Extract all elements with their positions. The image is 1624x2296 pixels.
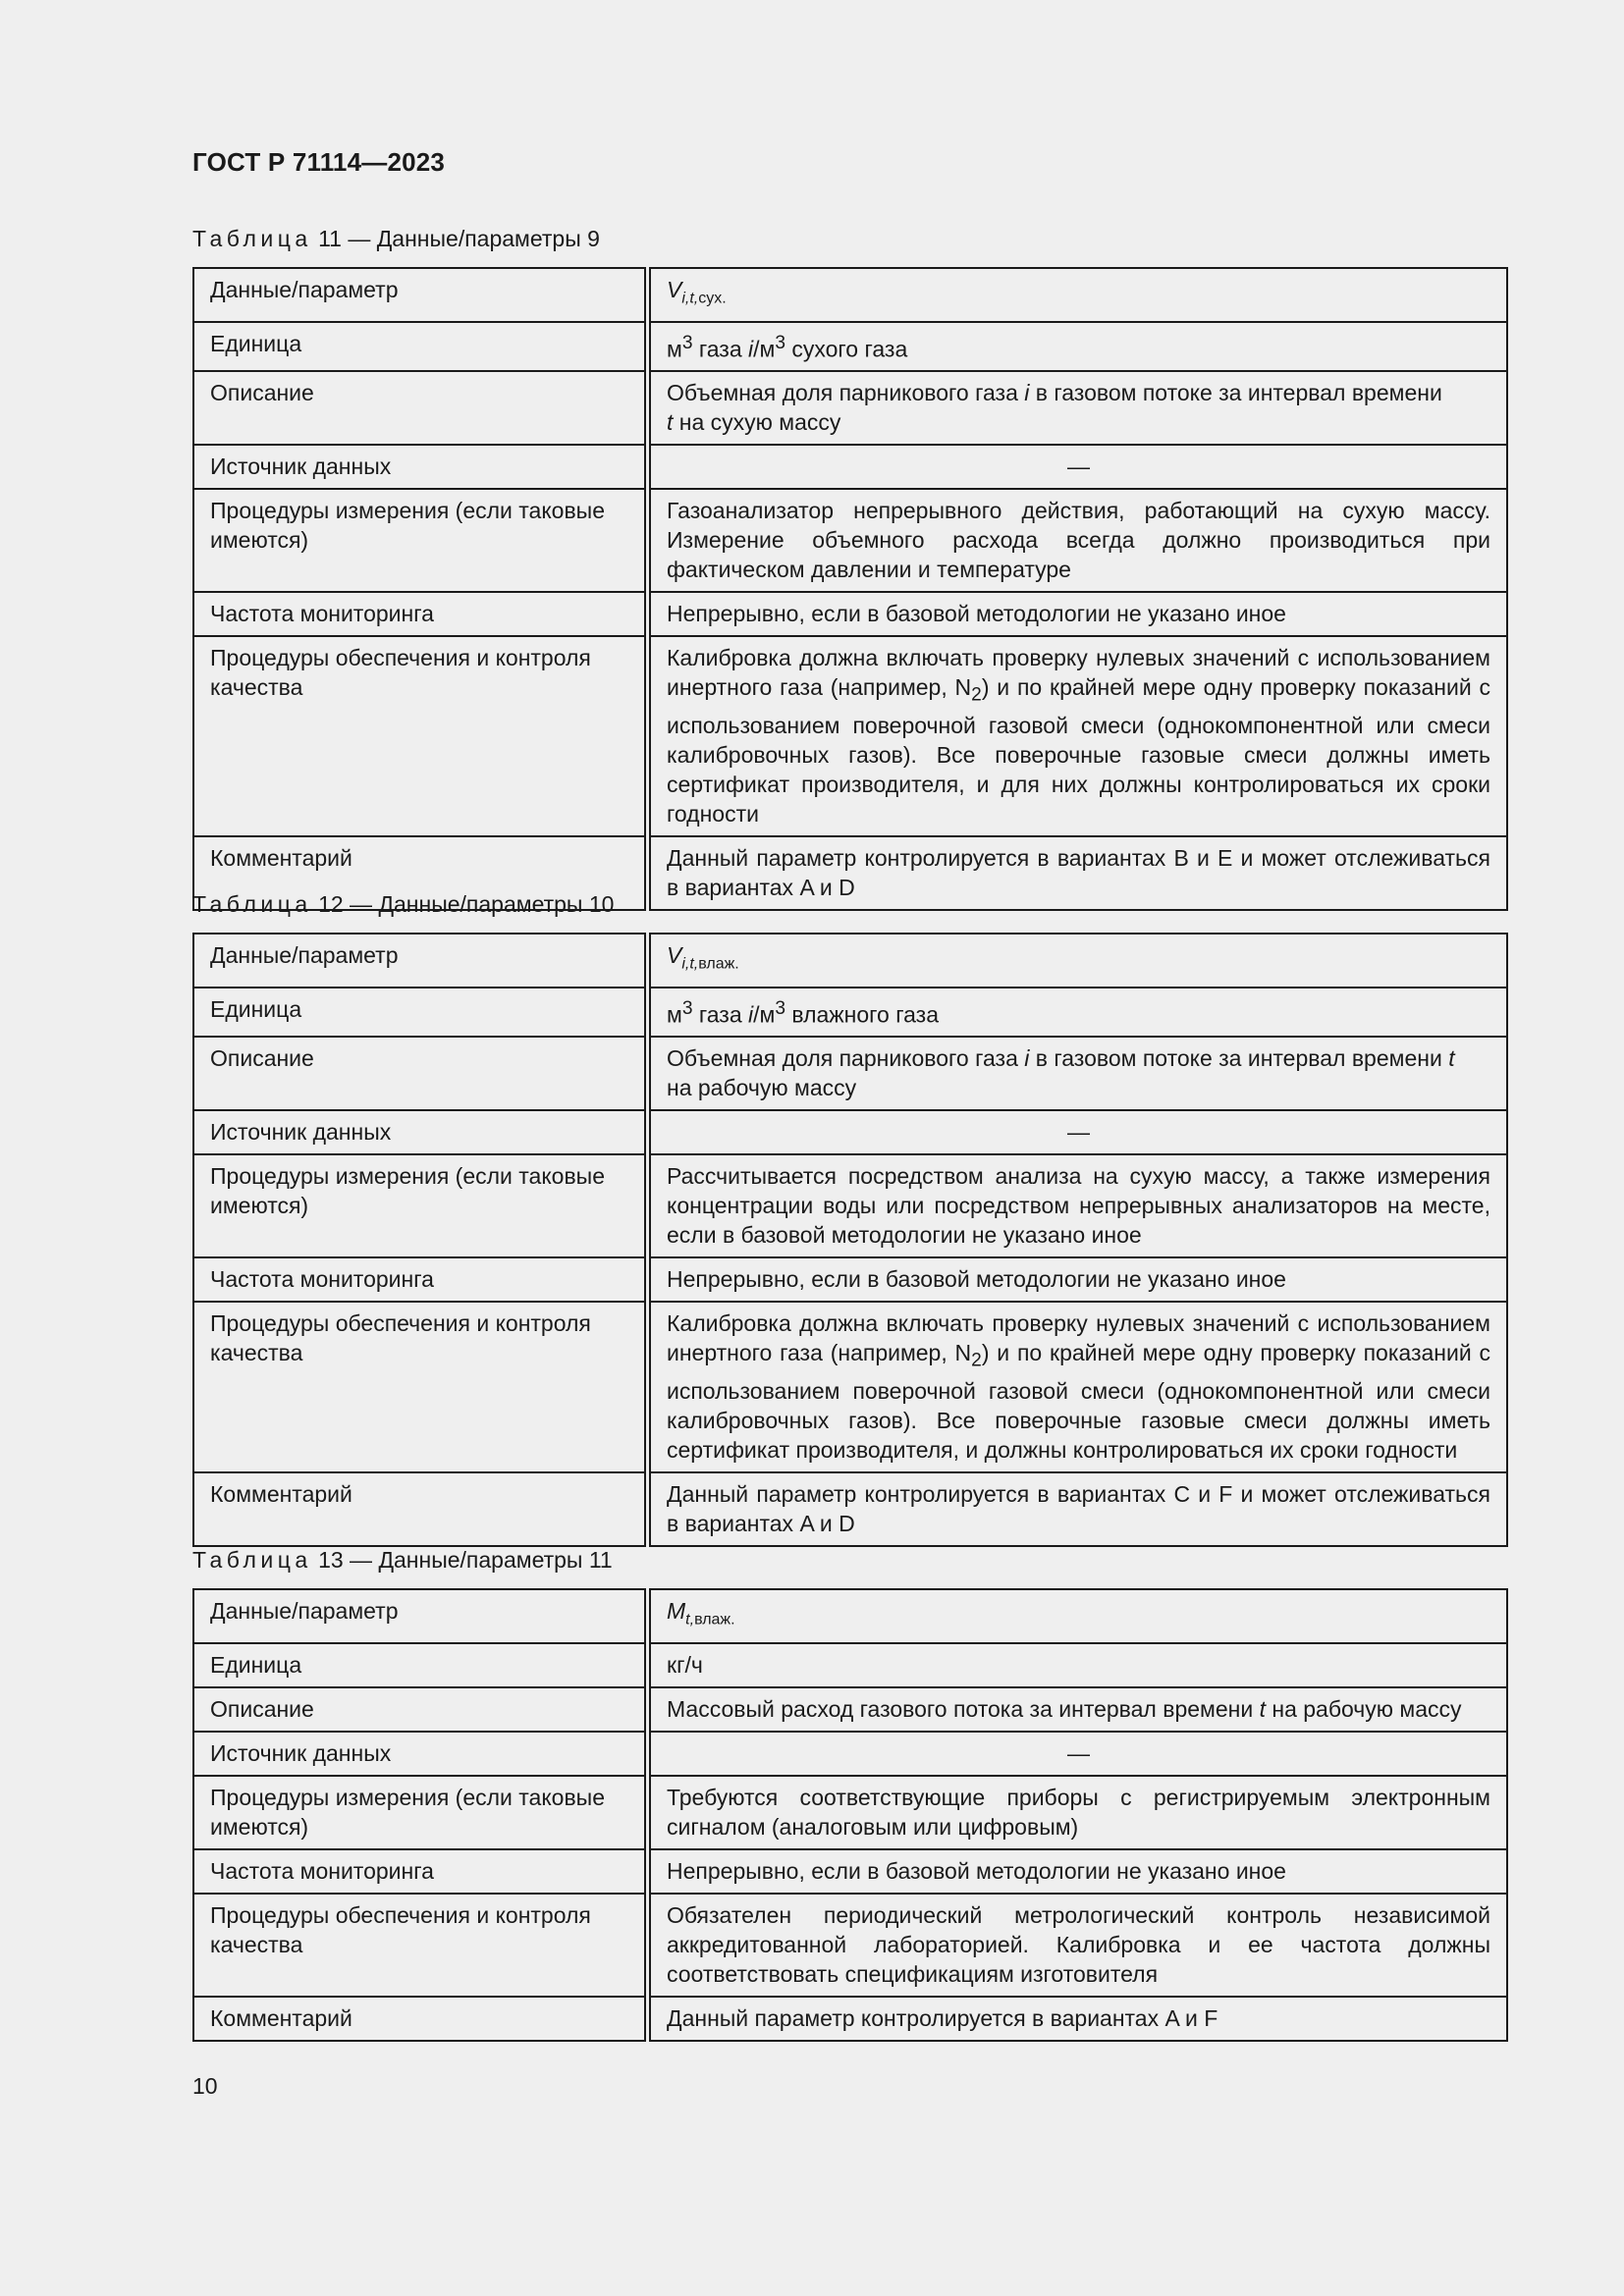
row-value: Объемная доля парникового газа i в газовом потоке за интервал времени t на рабочую массу — [648, 1037, 1508, 1110]
row-value: Непрерывно, если в базовой методологии не указано иное — [648, 592, 1508, 636]
row-value: Непрерывно, если в базовой методологии не указано иное — [648, 1849, 1508, 1894]
row-label: Процедуры обеспечения и контроля качества — [193, 1894, 648, 1997]
row-value: $м^3$ газа $i/м^3$ сухого газа — [648, 322, 1508, 372]
table-row — [193, 1732, 1507, 1776]
table-row — [193, 489, 1507, 592]
row-label: Комментарий — [193, 836, 648, 910]
table-row — [193, 268, 1507, 322]
row-value — [648, 1589, 1508, 1643]
table-row — [193, 1894, 1507, 1997]
row-label: Процедуры обеспечения и контроля качества — [193, 636, 648, 836]
row-label: Процедуры измерения (если таковые имеются) — [193, 489, 648, 592]
table-row — [193, 1589, 1507, 1643]
table-row — [193, 1776, 1507, 1849]
row-label: Процедуры измерения (если таковые имеются) — [193, 1154, 648, 1257]
table-13-caption — [192, 1547, 613, 1574]
row-label: Источник данных — [193, 445, 648, 489]
row-value: Массовый расход газового потока за интервал времени t на рабочую массу — [648, 1687, 1508, 1732]
table-row — [193, 934, 1507, 988]
row-value: — — [648, 1110, 1508, 1154]
table-12 — [192, 933, 1508, 1547]
row-label: Комментарий — [193, 1472, 648, 1546]
row-label: Частота мониторинга — [193, 592, 648, 636]
row-value: Калибровка должна включать проверку нулевых значений с использованием инертного газа (например, $N_2$) и по крайней мере одну проверку показаний с использованием поверочной газовой смеси (однокомпонентной или смеси калибровочных газов). Все поверочные газовые смеси должны иметь сертификат производителя, и должны контролироваться их сроки годности — [648, 1302, 1508, 1472]
table-row — [193, 1257, 1507, 1302]
row-value: Требуются соответствующие приборы с регистрируемым электронным сигналом (аналоговым или цифровым) — [648, 1776, 1508, 1849]
row-value: кг/ч — [648, 1643, 1508, 1687]
table-row — [193, 1110, 1507, 1154]
row-value: Рассчитывается посредством анализа на сухую массу, а также измерения концентрации воды или посредством непрерывных анализаторов на месте, если в базовой методологии не указано иное — [648, 1154, 1508, 1257]
row-label: Единица — [193, 1643, 648, 1687]
row-value: Газоанализатор непрерывного действия, работающий на сухую массу. Измерение объемного расхода всегда должно производиться при фактическом давлении и температуре — [648, 489, 1508, 592]
table-row — [193, 445, 1507, 489]
row-label: Данные/параметр — [193, 934, 648, 988]
row-label: Процедуры обеспечения и контроля качества — [193, 1302, 648, 1472]
table-11-caption — [192, 226, 600, 252]
row-value: Данный параметр контролируется в вариантах B и E и может отслеживаться в вариантах A и D — [648, 836, 1508, 910]
table-row — [193, 1154, 1507, 1257]
row-label: Единица — [193, 322, 648, 372]
row-value — [648, 934, 1508, 988]
table-13 — [192, 1588, 1508, 2042]
row-label: Данные/параметр — [193, 1589, 648, 1643]
table-row — [193, 1687, 1507, 1732]
caption-word: Таблица — [192, 1547, 312, 1573]
caption-text: 12 — Данные/параметры 10 — [318, 891, 615, 917]
row-label: Источник данных — [193, 1110, 648, 1154]
row-label: Комментарий — [193, 1997, 648, 2041]
table-row — [193, 322, 1507, 372]
caption-text: 11 — Данные/параметры 9 — [318, 226, 600, 251]
row-value — [648, 268, 1508, 322]
row-value: $м^3$ газа $i/м^3$ влажного газа — [648, 988, 1508, 1038]
table-row — [193, 988, 1507, 1038]
row-value: — — [648, 445, 1508, 489]
table-row — [193, 592, 1507, 636]
row-value: — — [648, 1732, 1508, 1776]
table-row — [193, 1997, 1507, 2041]
table-row — [193, 1037, 1507, 1110]
row-value: Непрерывно, если в базовой методологии не указано иное — [648, 1257, 1508, 1302]
row-label: Описание — [193, 1687, 648, 1732]
table-row — [193, 1472, 1507, 1546]
row-value: Обязателен периодический метрологический контроль независимой аккредитованной лабораторией. Калибровка и ее частота должны соответствовать спецификациям изготовителя — [648, 1894, 1508, 1997]
row-value: Калибровка должна включать проверку нулевых значений с использованием инертного газа (например, $N_2$) и по крайней мере одну проверку показаний с использованием поверочной газовой смеси (однокомпонентной или смеси калибровочных газов). Все поверочные газовые смеси должны иметь сертификат производителя, и для них должны контролироваться их сроки годности — [648, 636, 1508, 836]
row-value: Данный параметр контролируется в вариантах C и F и может отслеживаться в вариантах A и D — [648, 1472, 1508, 1546]
row-value: Данный параметр контролируется в вариантах A и F — [648, 1997, 1508, 2041]
row-label: Частота мониторинга — [193, 1849, 648, 1894]
table-row — [193, 371, 1507, 445]
row-label: Данные/параметр — [193, 268, 648, 322]
row-label: Частота мониторинга — [193, 1257, 648, 1302]
table-row — [193, 636, 1507, 836]
parameter-symbol: $V_{i,t,сух.}$ — [667, 277, 727, 307]
row-label: Источник данных — [193, 1732, 648, 1776]
table-row — [193, 1849, 1507, 1894]
row-label: Единица — [193, 988, 648, 1038]
caption-word: Таблица — [192, 891, 312, 917]
row-label: Описание — [193, 1037, 648, 1110]
row-value: Объемная доля парникового газа i в газовом потоке за интервал времени t на сухую массу — [648, 371, 1508, 445]
document-header: ГОСТ Р 71114—2023 — [192, 147, 446, 177]
table-11 — [192, 267, 1508, 911]
caption-text: 13 — Данные/параметры 11 — [318, 1547, 613, 1573]
parameter-symbol: $M_{t,влаж.}$ — [667, 1598, 735, 1629]
table-12-caption — [192, 891, 614, 918]
page-number: 10 — [192, 2073, 218, 2099]
row-label: Процедуры измерения (если таковые имеются) — [193, 1776, 648, 1849]
table-row — [193, 1302, 1507, 1472]
table-row — [193, 1643, 1507, 1687]
parameter-symbol: $V_{i,t,влаж.}$ — [667, 942, 739, 973]
caption-word: Таблица — [192, 226, 312, 251]
row-label: Описание — [193, 371, 648, 445]
